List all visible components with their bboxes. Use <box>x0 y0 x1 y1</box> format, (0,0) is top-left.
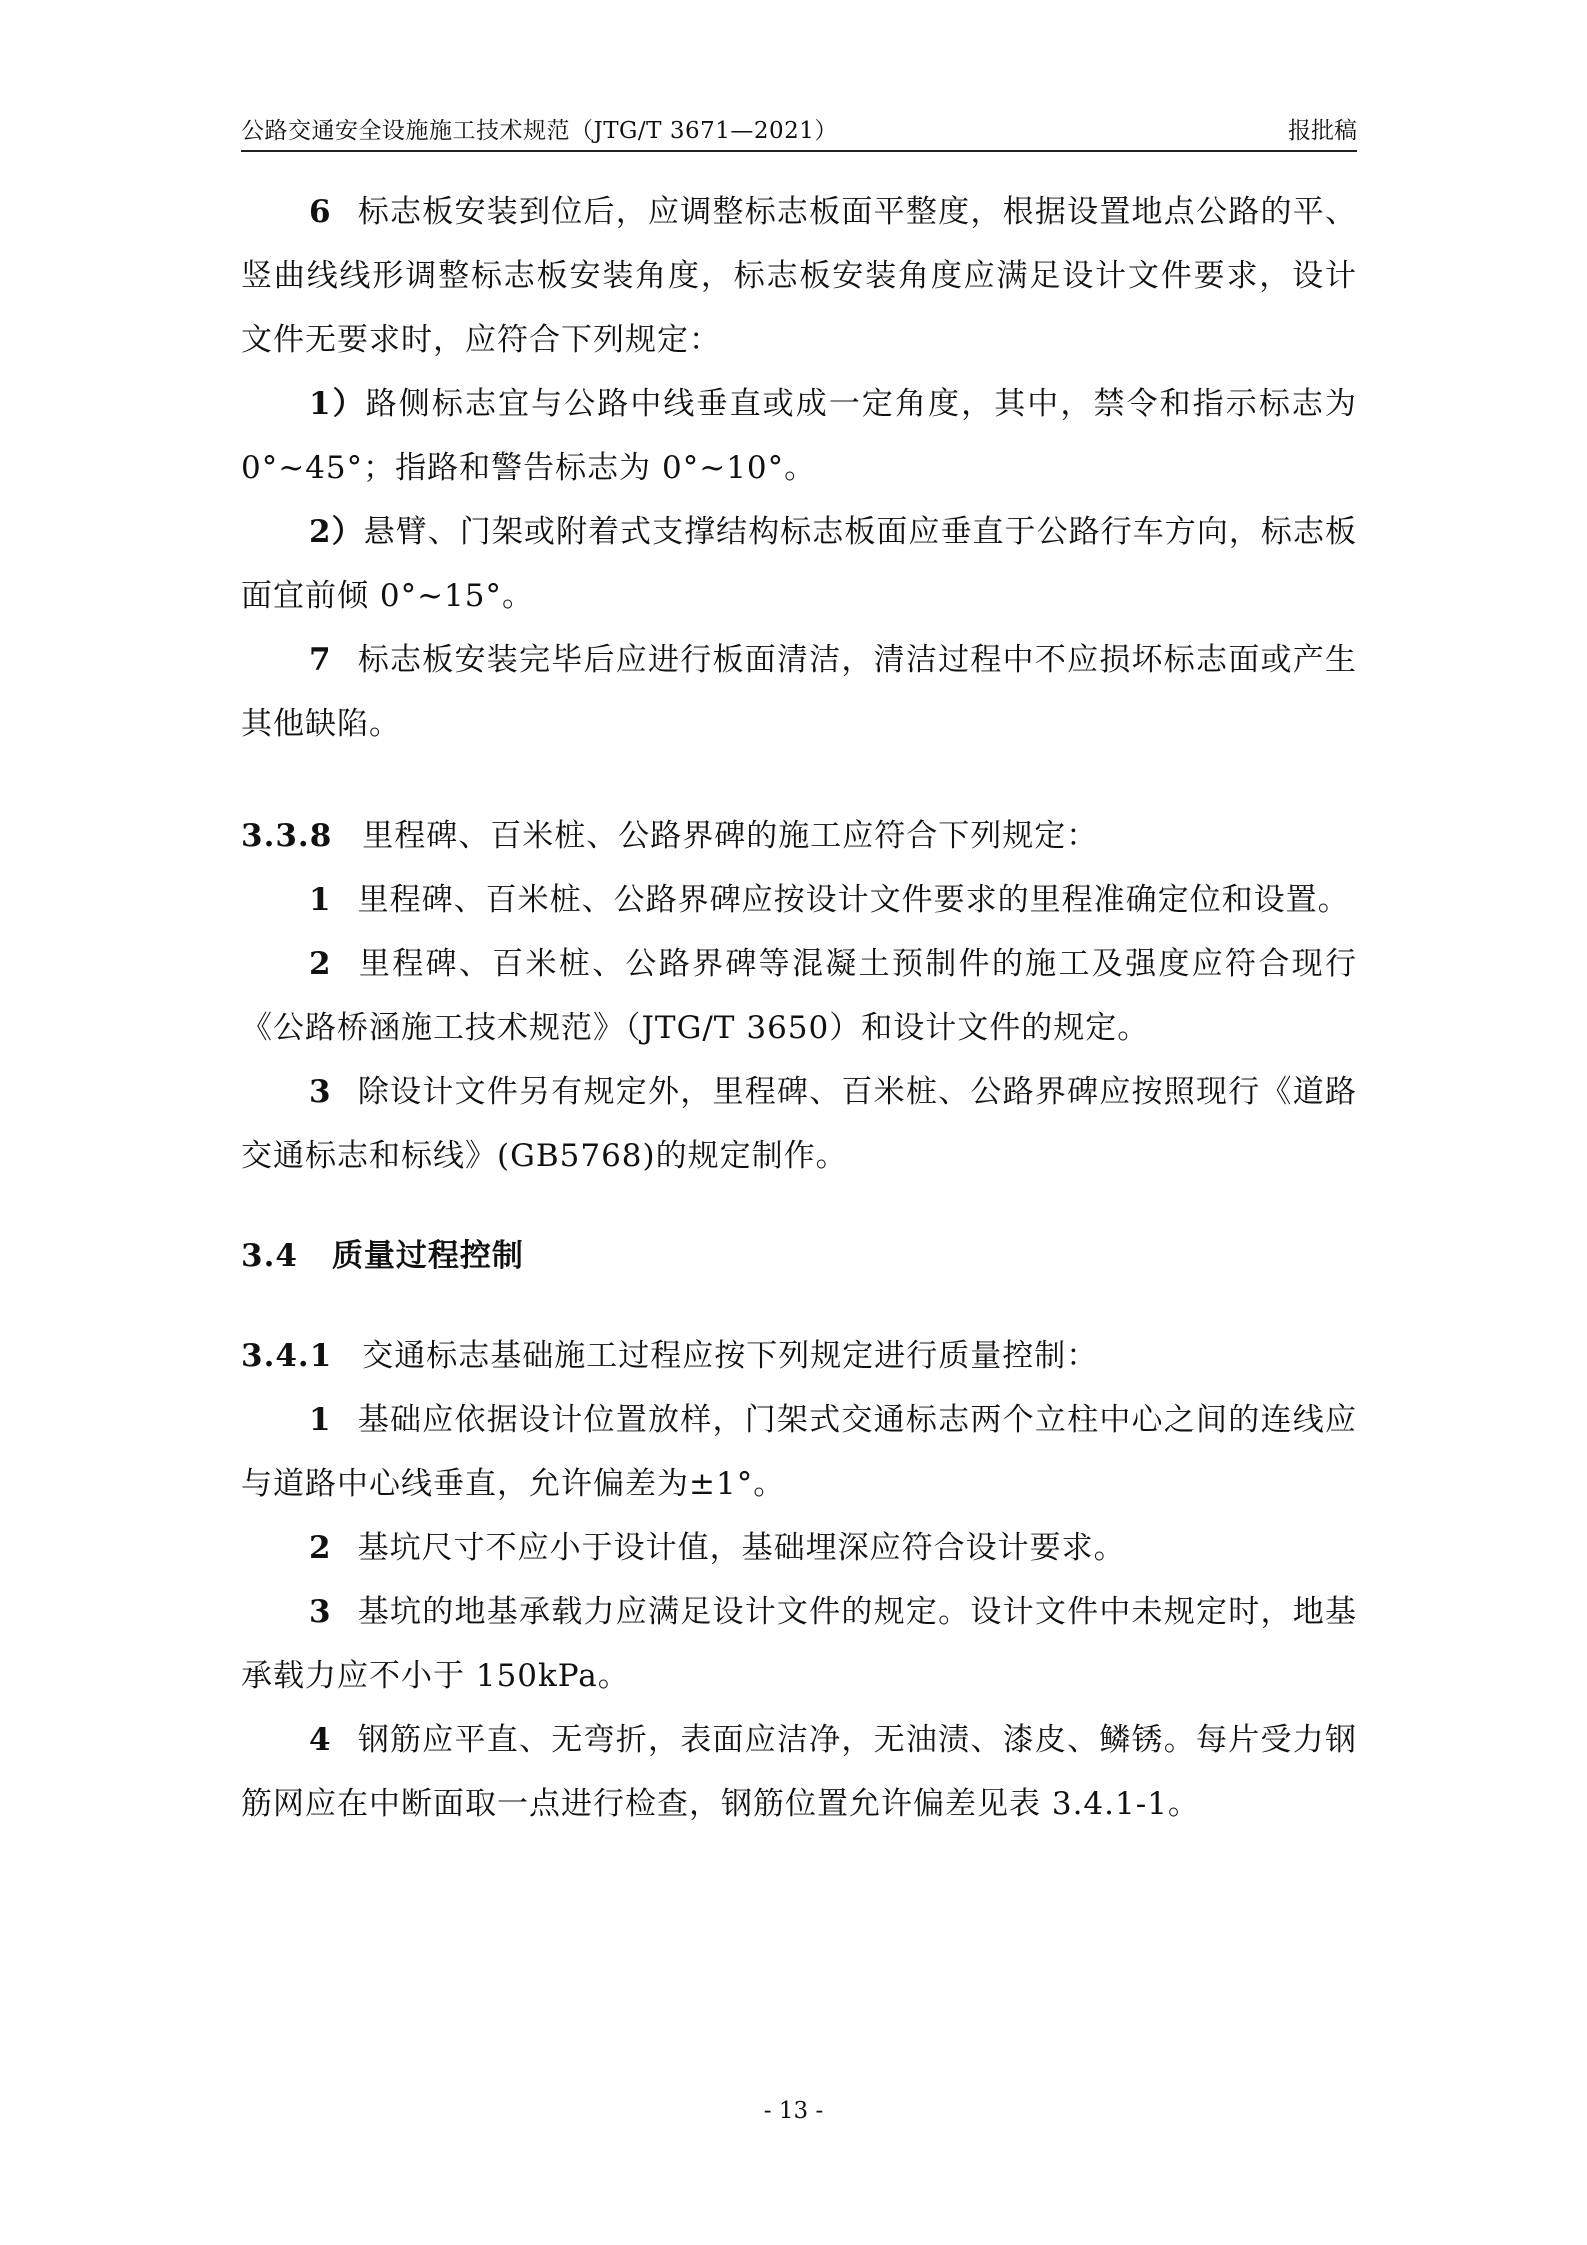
item-text: 基坑尺寸不应小于设计值，基础埋深应符合设计要求。 <box>357 1530 1126 1566</box>
clause-text: 里程碑、百米桩、公路界碑的施工应符合下列规定： <box>362 818 1099 854</box>
item-text: 除设计文件另有规定外，里程碑、百米桩、公路界碑应按照现行《道路交通标志和标线》(GB5768)的规定制作。 <box>241 1074 1357 1174</box>
item-number: 2 <box>309 1530 332 1566</box>
clause-3-3-8-item-2 <box>241 932 1357 1060</box>
page-number: - 13 - <box>763 2098 824 2124</box>
clause-3-4-1-item-2 <box>241 1516 1357 1580</box>
document-body <box>241 180 1357 1836</box>
item-number: 4 <box>309 1722 332 1758</box>
item-6 <box>241 180 1357 372</box>
item-text: 里程碑、百米桩、公路界碑等混凝土预制件的施工及强度应符合现行《公路桥涵施工技术规范》（JTG/T 3650）和设计文件的规定。 <box>241 946 1357 1046</box>
clause-3-3-8 <box>241 804 1357 868</box>
subitem-2 <box>241 500 1357 628</box>
subitem-number: 1） <box>309 386 366 422</box>
clause-3-4-1-item-3 <box>241 1580 1357 1708</box>
item-number: 1 <box>309 1402 332 1438</box>
clause-3-3-8-item-3 <box>241 1060 1357 1188</box>
item-7 <box>241 628 1357 756</box>
item-number: 2 <box>309 946 332 982</box>
subitem-text: 悬臂、门架或附着式支撑结构标志板面应垂直于公路行车方向，标志板面宜前倾 0°~15°。 <box>241 514 1358 614</box>
item-number: 1 <box>309 882 332 918</box>
subitem-text: 路侧标志宜与公路中线垂直或成一定角度，其中，禁令和指示标志为0°~45°；指路和警告标志为 0°~10°。 <box>241 386 1357 486</box>
subitem-number: 2） <box>309 514 364 550</box>
clause-3-3-8-item-1 <box>241 868 1357 932</box>
header-title: 公路交通安全设施施工技术规范（JTG/T 3671—2021） <box>241 118 838 144</box>
header-status: 报批稿 <box>1288 118 1357 144</box>
section-heading-3-4 <box>241 1224 1357 1288</box>
item-number: 6 <box>309 194 332 230</box>
item-text: 里程碑、百米桩、公路界碑应按设计文件要求的里程准确定位和设置。 <box>357 882 1350 918</box>
page-header <box>241 108 1357 152</box>
item-text: 钢筋应平直、无弯折，表面应洁净，无油渍、漆皮、鳞锈。每片受力钢筋网应在中断面取一点进行检查，钢筋位置允许偏差见表 3.4.1-1。 <box>241 1722 1357 1822</box>
clause-3-4-1 <box>241 1324 1357 1388</box>
item-number: 3 <box>309 1594 332 1630</box>
clause-3-4-1-item-1 <box>241 1388 1357 1516</box>
clause-number: 3.3.8 <box>241 818 333 854</box>
item-text: 标志板安装到位后，应调整标志板面平整度，根据设置地点公路的平、竖曲线线形调整标志板安装角度，标志板安装角度应满足设计文件要求，设计文件无要求时，应符合下列规定： <box>241 194 1357 358</box>
item-text: 基础应依据设计位置放样，门架式交通标志两个立柱中心之间的连线应与道路中心线垂直，允许偏差为±1°。 <box>241 1402 1357 1502</box>
section-number: 3.4 <box>241 1238 298 1274</box>
item-text: 基坑的地基承载力应满足设计文件的规定。设计文件中未规定时，地基承载力应不小于 150kPa。 <box>241 1594 1357 1694</box>
item-number: 3 <box>309 1074 332 1110</box>
section-title: 质量过程控制 <box>331 1238 524 1274</box>
subitem-1 <box>241 372 1357 500</box>
clause-text: 交通标志基础施工过程应按下列规定进行质量控制： <box>362 1338 1099 1374</box>
clause-number: 3.4.1 <box>241 1338 333 1374</box>
item-text: 标志板安装完毕后应进行板面清洁，清洁过程中不应损坏标志面或产生其他缺陷。 <box>241 642 1357 742</box>
clause-3-4-1-item-4 <box>241 1708 1357 1836</box>
item-number: 7 <box>309 642 332 678</box>
